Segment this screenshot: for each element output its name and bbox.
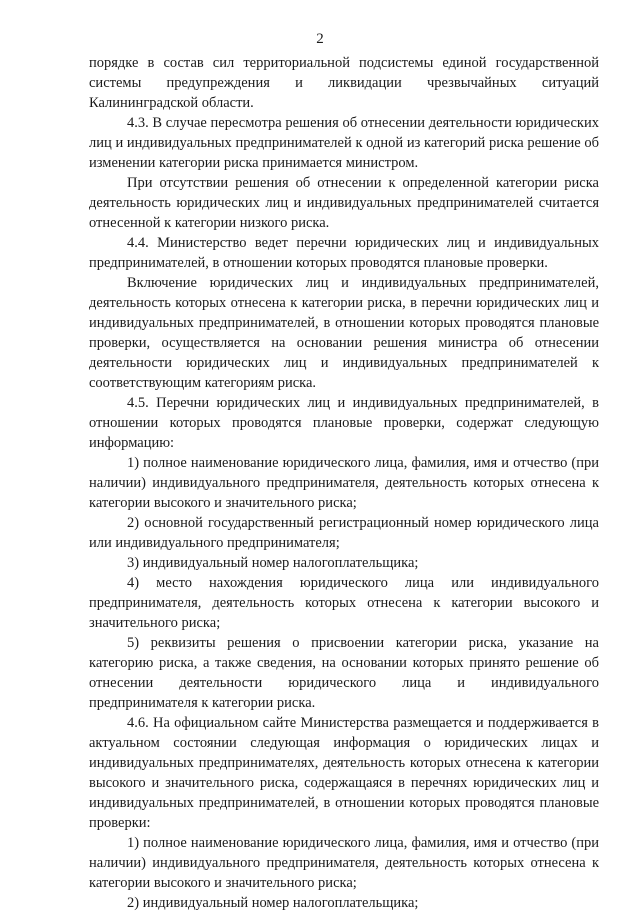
document-body — [89, 53, 599, 913]
list-item: 4) место нахождения юридического лица или индивидуального предпринимателя, деятельность которых отнесена к категории высокого и значительного риска; — [89, 575, 599, 631]
list-item: 3) индивидуальный номер налогоплательщика; — [127, 555, 419, 571]
paragraph-clause-4-6: 4.6. На официальном сайте Министерства размещается и поддерживается в актуальном состоянии следующая информация о юридических лицах и индивидуальных предпринимателях, деятельность которых отнесена к категории высокого и значительного риска, содержащаяся в перечнях юридических лиц и индивидуальных предпринимателей, в отношении которых проводятся плановые проверки: — [89, 715, 599, 831]
list-item: 5) реквизиты решения о присвоении категории риска, указание на категорию риска, а также сведения, на основании которых принято решение об отнесении деятельности юридического лица и индивидуального предпринимателя к категории риска. — [89, 635, 599, 711]
paragraph: порядке в состав сил территориальной подсистемы единой государственной системы предупреждения и ликвидации чрезвычайных ситуаций Калининградской области. — [89, 55, 599, 111]
list-item: 2) основной государственный регистрационный номер юридического лица или индивидуального предпринимателя; — [89, 515, 599, 551]
paragraph: Включение юридических лиц и индивидуальных предпринимателей, деятельность которых отнесена к категории риска, в перечни юридических лиц и индивидуальных предпринимателей, в отношении которых проводятся плановые проверки, осуществляется на основании решения министра об отнесении деятельности юридических лиц и индивидуальных предпринимателей к соответствующим категориям риска. — [89, 275, 599, 391]
paragraph-clause-4-4: 4.4. Министерство ведет перечни юридических лиц и индивидуальных предпринимателей, в отношении которых проводятся плановые проверки. — [89, 235, 599, 271]
paragraph: При отсутствии решения об отнесении к определенной категории риска деятельность юридических лиц и индивидуальных предпринимателей считается отнесенной к категории низкого риска. — [89, 175, 599, 231]
paragraph-clause-4-3: 4.3. В случае пересмотра решения об отнесении деятельности юридических лиц и индивидуальных предпринимателей к одной из категорий риска решение об изменении категории риска принимается министром. — [89, 115, 599, 171]
paragraph-clause-4-5: 4.5. Перечни юридических лиц и индивидуальных предпринимателей, в отношении которых проводятся плановые проверки, содержат следующую информацию: — [89, 395, 599, 451]
list-item: 1) полное наименование юридического лица, фамилия, имя и отчество (при наличии) индивидуального предпринимателя, деятельность которых отнесена к категории высокого и значительного риска; — [89, 455, 599, 511]
page-number: 2 — [316, 31, 324, 47]
list-item: 2) индивидуальный номер налогоплательщика; — [127, 895, 419, 911]
list-item: 1) полное наименование юридического лица, фамилия, имя и отчество (при наличии) индивидуального предпринимателя, деятельность которых отнесена к категории высокого и значительного риска; — [89, 835, 599, 891]
